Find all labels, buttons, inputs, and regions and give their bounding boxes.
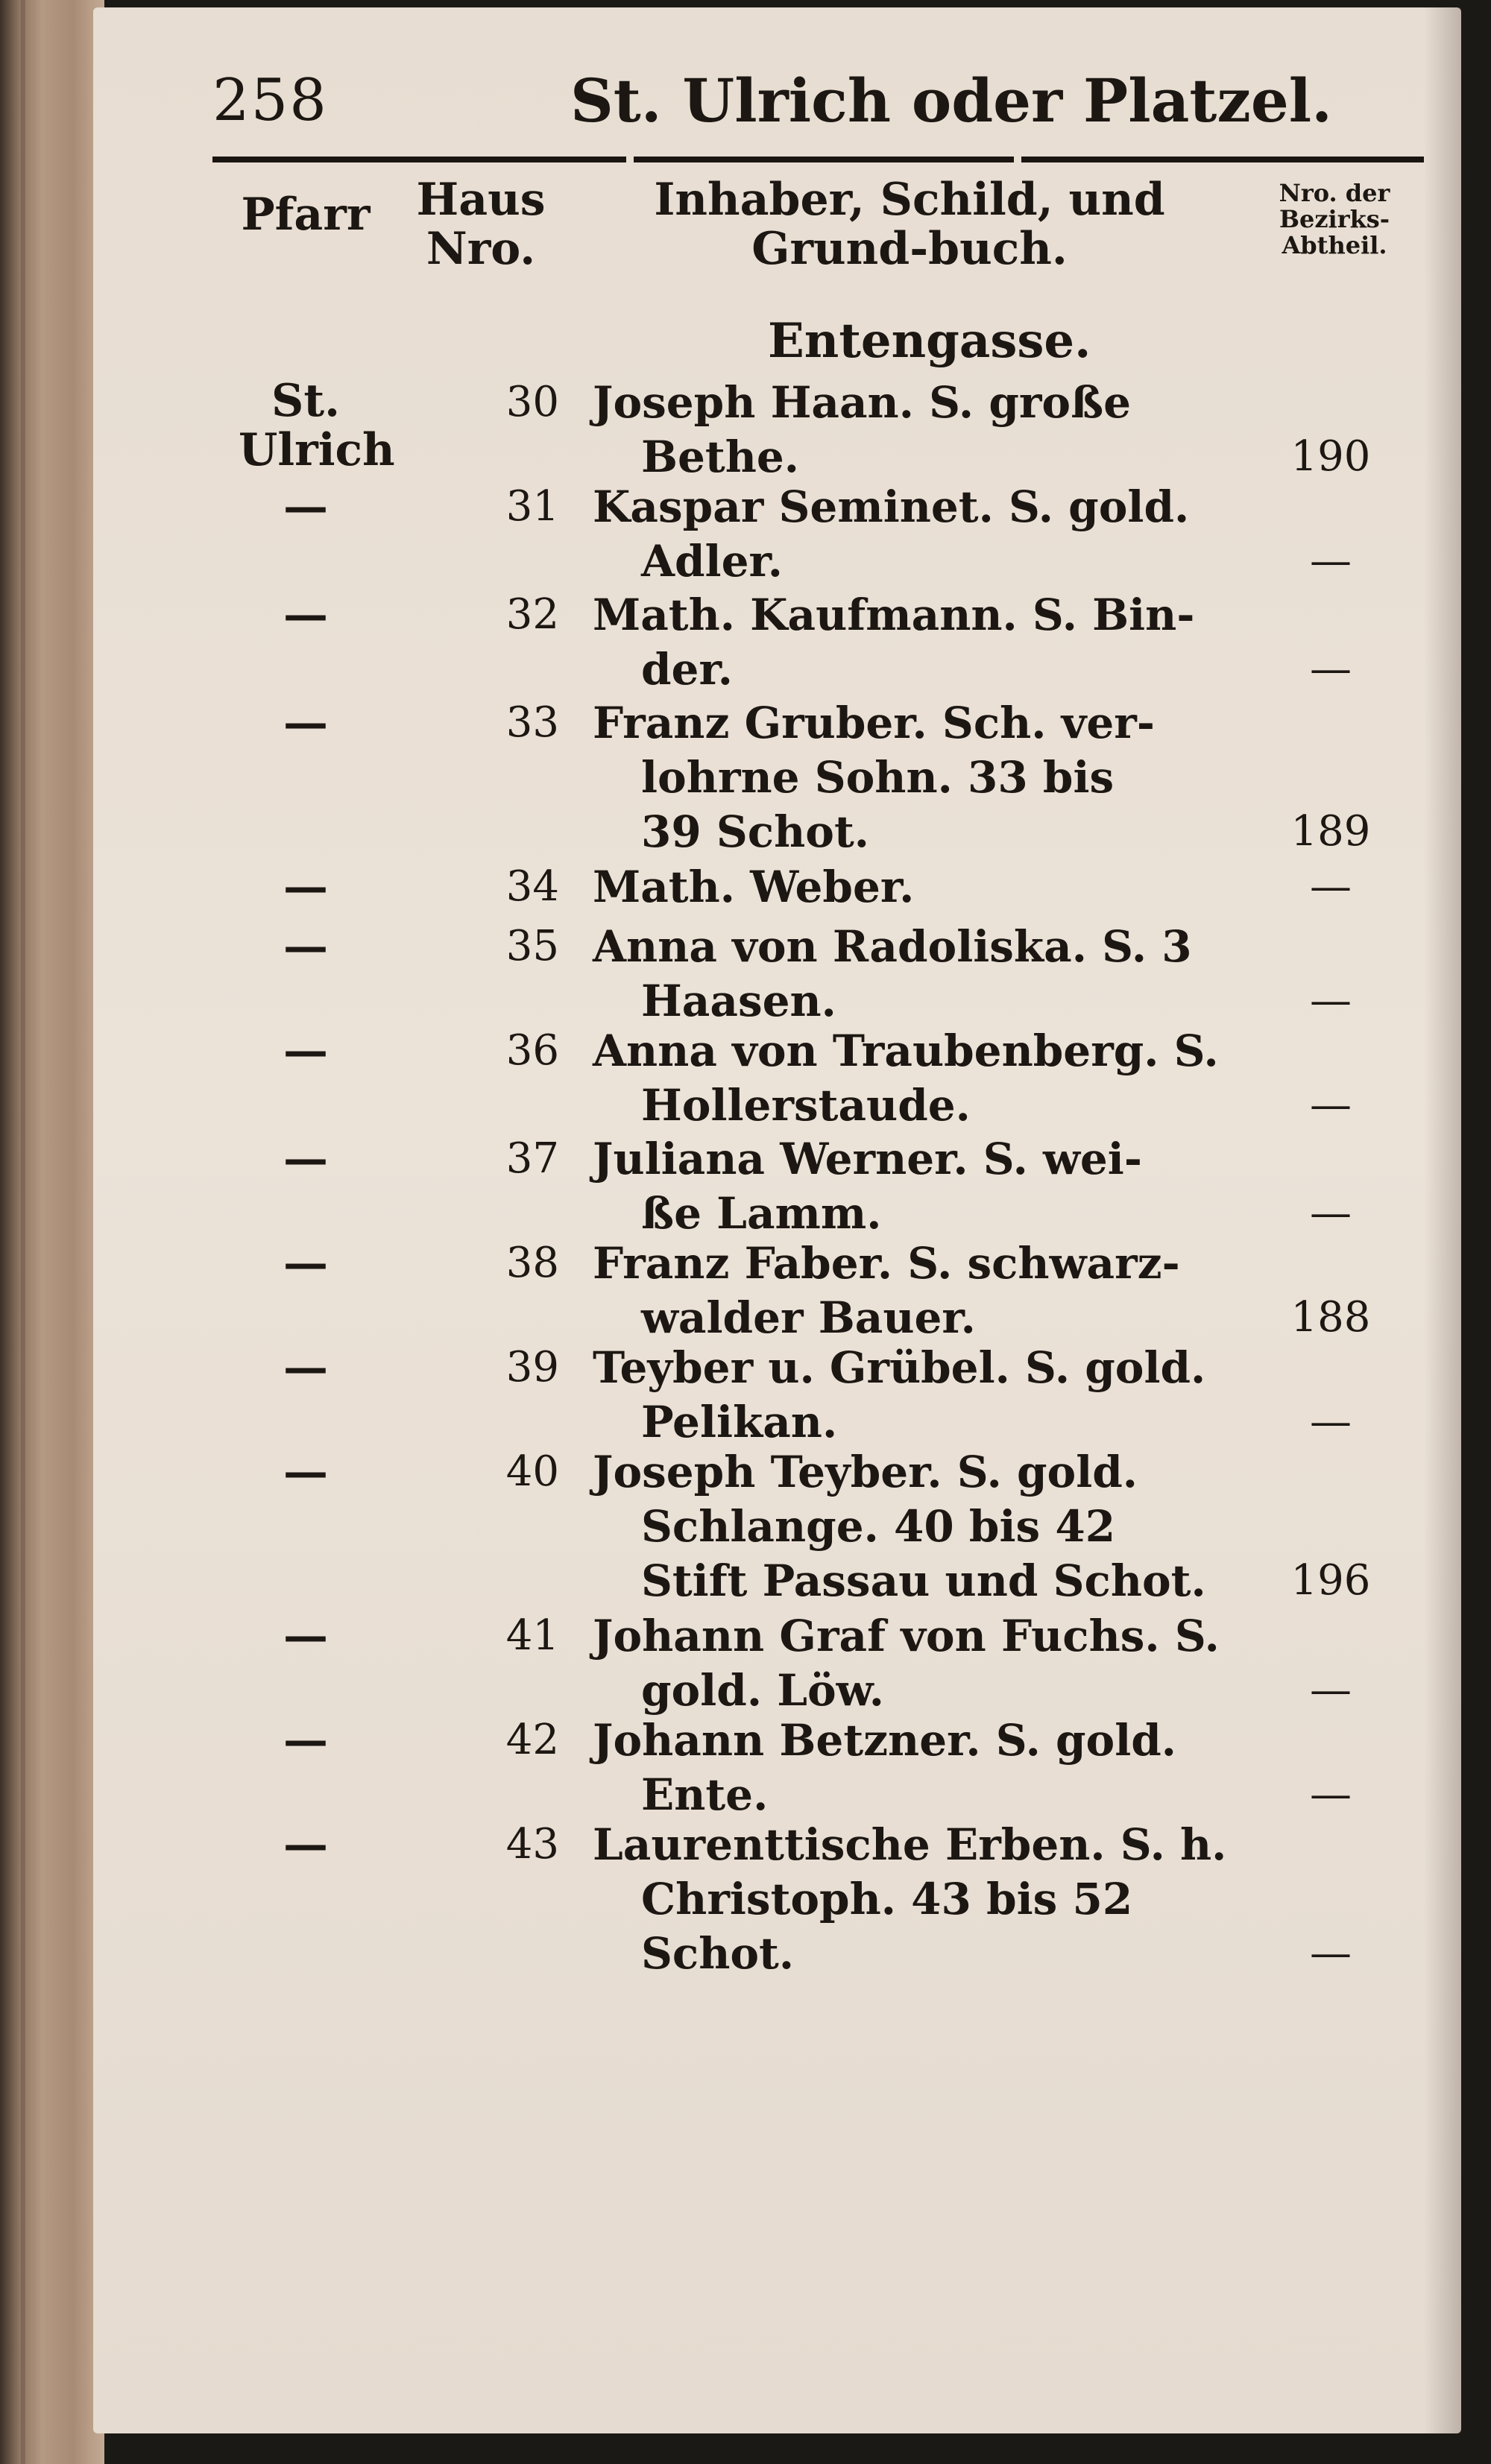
bezirk-number: 190: [1290, 432, 1371, 481]
bezirk-number: 188: [1290, 1293, 1371, 1342]
haus-number: 35: [505, 922, 559, 970]
table-row: [0, 376, 1491, 485]
haus-number: 31: [505, 482, 559, 531]
table-row: [0, 1714, 1491, 1823]
owner-continuation-line: walder Bauer.: [641, 1292, 976, 1343]
bezirk-number: —: [1310, 645, 1352, 693]
owner-continuation-line: Ente.: [641, 1769, 769, 1820]
owner-continuation-line: Bethe.: [641, 432, 799, 482]
owner-continuation-line: gold. Löw.: [641, 1665, 884, 1716]
haus-number: 37: [505, 1134, 559, 1183]
pfarr-cell: —: [283, 1237, 328, 1289]
bezirk-number: —: [1310, 1929, 1352, 1977]
haus-number: 41: [505, 1611, 559, 1660]
pfarr-cell: —: [283, 920, 328, 973]
pfarr-cell: —: [283, 1714, 328, 1766]
bezirk-number: —: [1310, 1081, 1352, 1129]
table-row: [0, 1237, 1491, 1346]
haus-number: 32: [505, 590, 559, 639]
pfarr-cell: —: [283, 697, 328, 749]
haus-number: 40: [505, 1447, 559, 1496]
pfarr-cell: —: [283, 1610, 328, 1662]
column-header-pfarr: Pfarr: [241, 189, 371, 241]
owner-line: Kaspar Seminet. S. gold.: [593, 481, 1190, 532]
pfarr-cell: —: [283, 1446, 328, 1498]
owner-continuation-line: lohrne Sohn. 33 bis: [641, 752, 1115, 803]
haus-number: 43: [505, 1820, 559, 1868]
owner-continuation-line: Pelikan.: [641, 1397, 838, 1447]
pfarr-cell: —: [283, 1819, 328, 1871]
street-section-title: Entengasse.: [768, 313, 1091, 369]
owner-continuation-line: Hollerstaude.: [641, 1080, 971, 1131]
owner-continuation-line: Adler.: [641, 536, 783, 587]
owner-line: Joseph Haan. S. große: [593, 377, 1132, 428]
table-row: [0, 1025, 1491, 1134]
owner-line: Anna von Radoliska. S. 3: [593, 921, 1192, 972]
bezirk-number: —: [1310, 976, 1352, 1025]
owner-continuation-line: Christoph. 43 bis 52: [641, 1874, 1133, 1924]
page-number: 258: [212, 67, 328, 134]
pfarr-cell: —: [283, 1342, 328, 1394]
owner-line: Johann Betzner. S. gold.: [593, 1715, 1176, 1766]
table-row: [0, 1446, 1491, 1609]
bezirk-number: —: [1310, 1666, 1352, 1714]
haus-number: 42: [505, 1716, 559, 1764]
owner-line: Teyber u. Grübel. S. gold.: [593, 1342, 1206, 1393]
owner-line: Anna von Traubenberg. S.: [593, 1026, 1219, 1076]
column-header-inhaber: Inhaber, Schild, und Grund-buch.: [654, 174, 1165, 275]
table-row: [0, 920, 1491, 1029]
haus-number: 33: [505, 698, 559, 747]
table-row: [0, 481, 1491, 590]
pfarr-cell: —: [283, 481, 328, 533]
pfarr-cell: St. Ulrich: [239, 375, 395, 476]
owner-continuation-line: 39 Schot.: [641, 806, 869, 857]
haus-number: 38: [505, 1239, 559, 1287]
owner-continuation-line: Stift Passau und Schot.: [641, 1555, 1206, 1606]
owner-line: Joseph Teyber. S. gold.: [593, 1447, 1138, 1497]
haus-number: 30: [505, 378, 559, 426]
bezirk-number: 196: [1290, 1556, 1371, 1605]
table-row: [0, 1819, 1491, 1982]
pfarr-cell: —: [283, 1133, 328, 1185]
pfarr-cell: —: [283, 861, 328, 913]
owner-line: Math. Weber.: [593, 862, 915, 912]
owner-line: Juliana Werner. S. wei-: [593, 1134, 1142, 1184]
bezirk-number: —: [1310, 537, 1352, 585]
column-header-haus-nro: Haus Nro.: [416, 174, 546, 275]
bezirk-number: —: [1310, 1397, 1352, 1446]
owner-continuation-line: Schlange. 40 bis 42: [641, 1501, 1116, 1552]
bezirk-number: —: [1310, 862, 1352, 911]
table-row: [0, 1342, 1491, 1450]
pfarr-cell: —: [283, 589, 328, 641]
bezirk-number: —: [1310, 1770, 1352, 1819]
owner-continuation-line: Haasen.: [641, 976, 836, 1026]
owner-line: Laurenttische Erben. S. h.: [593, 1819, 1227, 1870]
owner-line: Franz Gruber. Sch. ver-: [593, 698, 1155, 748]
bezirk-number: 189: [1290, 807, 1371, 856]
owner-continuation-line: ße Lamm.: [641, 1188, 882, 1239]
page-title: St. Ulrich oder Platzel.: [570, 66, 1332, 136]
owner-continuation-line: der.: [641, 644, 733, 695]
owner-line: Johann Graf von Fuchs. S.: [593, 1611, 1220, 1661]
owner-continuation-line: Schot.: [641, 1928, 795, 1979]
pfarr-cell: —: [283, 1025, 328, 1077]
table-row: [0, 861, 1491, 915]
haus-number: 36: [505, 1026, 559, 1075]
owner-line: Franz Faber. S. schwarz-: [593, 1238, 1180, 1289]
owner-line: Math. Kaufmann. S. Bin-: [593, 590, 1195, 640]
column-header-bezirk: Nro. der Bezirks-Abtheil.: [1279, 179, 1390, 260]
haus-number: 34: [505, 862, 559, 911]
haus-number: 39: [505, 1343, 559, 1391]
table-row: [0, 589, 1491, 698]
table-row: [0, 1133, 1491, 1242]
table-row: [0, 697, 1491, 860]
table-row: [0, 1610, 1491, 1719]
bezirk-number: —: [1310, 1189, 1352, 1237]
